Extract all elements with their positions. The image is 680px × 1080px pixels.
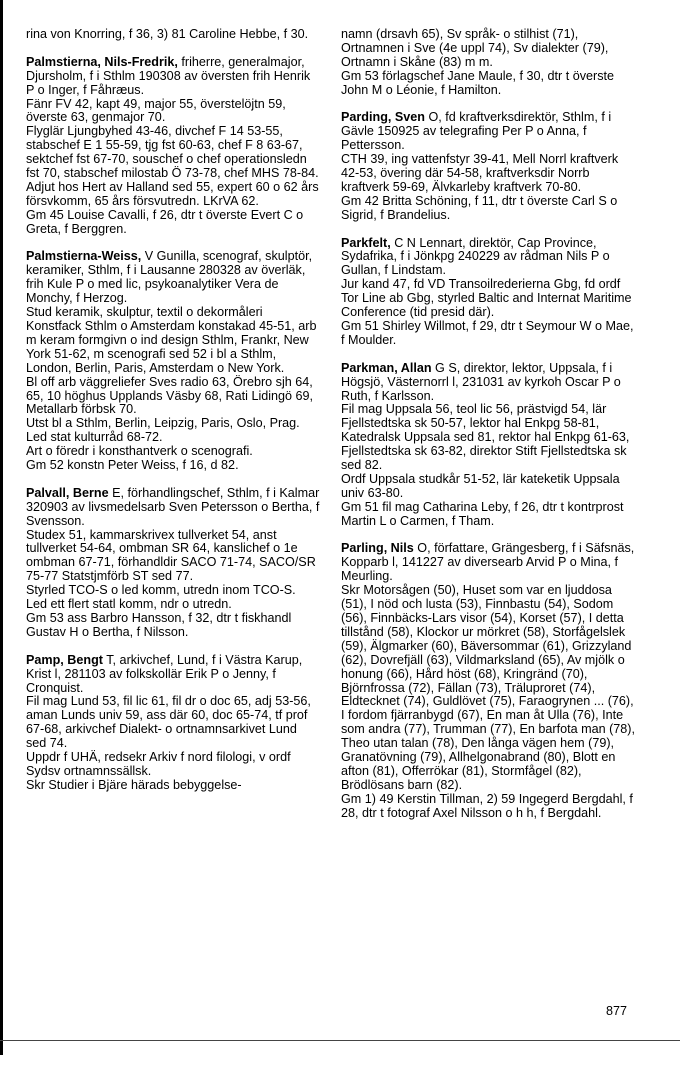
entry-name: Palmstierna-Weiss, xyxy=(26,249,142,264)
entry-line xyxy=(26,98,320,126)
page-number: 877 xyxy=(606,1004,628,1018)
entry-line xyxy=(26,459,320,473)
entry-line xyxy=(26,125,320,181)
entry-line xyxy=(26,306,320,376)
entry-text: Uppdr f UHÄ, redsekr Arkiv f nord filologi, v ordf Sydsv ortnamnssällsk. xyxy=(26,750,291,778)
entry-name: Pamp, Bengt xyxy=(26,652,103,667)
biography-entry xyxy=(26,487,320,640)
entry-text: Stud keramik, skulptur, textil o dekormåleri Konstfack Sthlm o Amsterdam konstakad 45-51, arb m keram formgivn o ind design Sthlm, Frankr, New York 51-62, m scenografi sed 52 i bl a Sthlm, London, Berlin, Paris, Amsterdam o New York. xyxy=(26,305,317,375)
entry-line xyxy=(26,598,320,612)
entry-line xyxy=(341,70,637,98)
entry-text: G S, direktor, lektor, Uppsala, f i Högsjö, Västernorrl l, 231031 av kyrkoh Oscar P o Ruth, f Karlsson. xyxy=(341,360,621,403)
entry-text: Bl off arb väggreliefer Sves radio 63, Örebro sjh 64, 65, 10 höghus Upplands Väsby 68, Rati Lidingö 69, Metallarb förbsk 70. xyxy=(26,374,314,417)
page-bottom-edge xyxy=(0,1040,680,1041)
left-column xyxy=(26,28,320,807)
entry-line xyxy=(341,111,637,153)
entry-line xyxy=(26,417,320,431)
entry-line xyxy=(26,751,320,779)
entry-line xyxy=(26,529,320,585)
entry-text: Fil mag Uppsala 56, teol lic 56, prästvigd 54, lär Fjellstedtska sk 50-57, lektor hal Enkpg 58-81, Katedralsk Uppsala sed 81, rektor hal Enkpg 61-63, Fjellstedtska sk 63-82, direktor Stift Fjellstedtska sk sed 82. xyxy=(341,402,630,473)
entry-text: Fänr FV 42, kapt 49, major 55, överstelöjtn 59, överste 63, genmajor 70. xyxy=(26,96,286,125)
entry-text: Art o föredr i konsthantverk o scenografi. xyxy=(26,444,253,459)
entry-line xyxy=(26,209,320,237)
entry-name: Parkman, Allan xyxy=(341,360,432,375)
entry-text: Gm 51 Shirley Willmot, f 29, dtr t Seymour W o Mae, f Moulder. xyxy=(341,319,634,347)
biography-entry xyxy=(341,28,637,98)
entry-text: Fil mag Lund 53, fil lic 61, fil dr o doc 65, adj 53-56, aman Lunds univ 59, ass där 60, doc 65-74, tf prof 67-68, arkivchef Dialekt- o ortnamnsarkivet Lund sed 74. xyxy=(26,694,311,751)
entry-line xyxy=(26,584,320,598)
entry-name: Palvall, Berne xyxy=(26,485,109,500)
entry-line xyxy=(26,487,320,529)
entry-text: Flyglär Ljungbyhed 43-46, divchef F 14 53-55, stabschef E 1 55-59, tjg fst 60-63, chef F 8 63-67, sektchef fst 67-70, souschef o chef operationsledn fst 70, stabschef milostab Ö 73-78, chef MHS 78-84. xyxy=(26,124,319,181)
entry-text: Utst bl a Sthlm, Berlin, Leipzig, Paris, Oslo, Prag. xyxy=(26,416,300,431)
entry-line xyxy=(26,376,320,418)
entry-text: CTH 39, ing vattenfstyr 39-41, Mell Norrl kraftverk 42-53, övering där 54-58, kraftverksdir Norrb kraftverk 59-69, Älvkarleby kraftverk 70-80. xyxy=(341,152,619,194)
entry-text: Led stat kulturråd 68-72. xyxy=(26,430,163,445)
page-binding-edge xyxy=(0,0,3,1055)
entry-line xyxy=(341,362,637,404)
entry-line xyxy=(26,431,320,445)
entry-line xyxy=(341,542,637,584)
entry-text: namn (drsavh 65), Sv språk- o stilhist (71), Ortnamnen i Sve (4e uppl 74), Sv dialekter (79), Ortnamn i Skåne (83) m m. xyxy=(341,27,609,69)
entry-text: Gm 42 Britta Schöning, f 11, dtr t överste Carl S o Sigrid, f Brandelius. xyxy=(341,193,618,222)
entry-text: Skr Studier i Bjäre härads bebyggelse- xyxy=(26,777,242,792)
entry-line xyxy=(26,779,320,793)
biography-entry xyxy=(26,654,320,793)
entry-text: rina von Knorring, f 36, 3) 81 Caroline Hebbe, f 30. xyxy=(26,27,309,41)
entry-text: Ordf Uppsala studkår 51-52, lär kateketik Uppsala univ 63-80. xyxy=(341,471,620,500)
entry-line xyxy=(26,56,320,98)
entry-line xyxy=(341,153,637,195)
entry-line xyxy=(341,237,637,279)
biography-entry xyxy=(341,542,637,820)
entry-text: T, arkivchef, Lund, f i Västra Karup, Krist l, 281103 av folkskollär Erik P o Jenny, f Cronquist. xyxy=(26,652,303,695)
entry-line xyxy=(341,584,637,793)
biography-entry xyxy=(341,362,637,529)
entry-name: Parkfelt, xyxy=(341,235,391,250)
entry-text: Gm 45 Louise Cavalli, f 26, dtr t överste Evert C o Greta, f Berggren. xyxy=(26,207,304,236)
entry-text: Skr Motorsågen (50), Huset som var en ljuddosa (51), I nöd och lusta (53), Finnbastu (54), Sodom (56), Finnbäcks-Lars visor (54), Korset (57), I detta tillstånd (58), Klockor ur mörkret (58), Storfågelslek (59), Älgmarker (60), Bäversommar (61), Grizzyland (62), Dovrefjäll (63), Vildmarksland (65), Av mjölk o honung (66), Hård höst (68), Kringränd (70), Björnfrossa (72), Fällan (73), Träluproret (74), Eldtecknet (74), Guldlövet (75), Faraogrynen ... (76), I fordom fjärranbygd (67), En man åt Ulla (76), Inte som andra (77), Trumman (77), En barfota man (78), Theo utan talan (78), Den långa vägen hem (79), Granatövning (79), Allhelgonabrand (80), Blott en afton (81), Offerrökar (81), Stormfågel (82), Brödlösans barn (82). xyxy=(341,583,635,792)
entry-line xyxy=(341,403,637,473)
entry-text: V Gunilla, scenograf, skulptör, keramiker, Sthlm, f i Lausanne 280328 av överläk, frih Kule P o med lic, psykoanalytiker Vera de Monchy, f Herzog. xyxy=(26,249,313,306)
entry-text: Studex 51, kammarskrivex tullverket 54, anst tullverket 54-64, ombman SR 64, kanslichef o 1e ombman 67-71, förhandldir SACO 71-74, SACO/SR 75-77 Statstjmförb ST sed 77. xyxy=(26,527,316,584)
entry-line xyxy=(26,445,320,459)
entry-line xyxy=(26,695,320,751)
entry-line xyxy=(341,320,637,348)
entry-line xyxy=(341,278,637,320)
biography-entry xyxy=(26,250,320,473)
entry-text: O, författare, Grängesberg, f i Säfsnäs, Kopparb l, 141227 av diversearb Arvid P o Mina, f Meurling. xyxy=(341,541,635,584)
entry-text: E, förhandlingschef, Sthlm, f i Kalmar 320903 av livsmedelsarb Sven Petersson o Bertha, f Svensson. xyxy=(26,485,320,528)
entry-name: Palmstierna, Nils-Fredrik, xyxy=(26,54,178,69)
entry-text: Gm 53 förlagschef Jane Maule, f 30, dtr t överste John M o Léonie, f Hamilton. xyxy=(341,68,614,97)
entry-text: Adjut hos Hert av Halland sed 55, expert 60 o 62 års försvkomm, 65 års försvutredn. LKrVA 62. xyxy=(26,179,319,208)
entry-line xyxy=(26,654,320,696)
entry-line xyxy=(341,28,637,70)
biography-entry xyxy=(341,237,637,348)
entry-text: Styrled TCO-S o led komm, utredn inom TCO-S. xyxy=(26,583,296,598)
biography-entry xyxy=(26,56,320,237)
entry-line xyxy=(26,181,320,209)
entry-line xyxy=(26,28,320,42)
entry-line xyxy=(341,195,637,223)
entry-line xyxy=(341,793,637,821)
entry-text: Gm 52 konstn Peter Weiss, f 16, d 82. xyxy=(26,458,239,473)
right-column xyxy=(341,28,637,834)
entry-text: Gm 51 fil mag Catharina Leby, f 26, dtr t kontrprost Martin L o Carmen, f Tham. xyxy=(341,499,624,528)
entry-text: Jur kand 47, fd VD Transoilrederierna Gbg, fd ordf Tor Line ab Gbg, styrled Baltic and Internat Maritime Conference (tid presid där). xyxy=(341,277,632,320)
entry-name: Parding, Sven xyxy=(341,110,425,125)
entry-text: C N Lennart, direktör, Cap Province, Sydafrika, f i Jönkpg 240229 av rådman Nils P o Gullan, f Lindstam. xyxy=(341,235,610,278)
entry-name: Parling, Nils xyxy=(341,541,414,556)
entry-line xyxy=(26,250,320,306)
entry-text: friherre, generalmajor, Djursholm, f i Sthlm 190308 av översten frih Henrik P o Inger, f Fåhræus. xyxy=(26,54,311,97)
entry-line xyxy=(341,501,637,529)
biography-entry xyxy=(341,111,637,222)
entry-text: Led ett flert statl komm, ndr o utredn. xyxy=(26,597,232,612)
entry-text: Gm 1) 49 Kerstin Tillman, 2) 59 Ingegerd Bergdahl, f 28, dtr t fotograf Axel Nilsson o h h, f Bergdahl. xyxy=(341,791,633,820)
biography-entry xyxy=(26,28,320,42)
entry-text: Gm 53 ass Barbro Hansson, f 32, dtr t fiskhandl Gustav H o Bertha, f Nilsson. xyxy=(26,611,292,639)
entry-line xyxy=(341,473,637,501)
entry-line xyxy=(26,612,320,640)
entry-text: O, fd kraftverksdirektör, Sthlm, f i Gävle 150925 av telegrafing Per P o Anna, f Pettersson. xyxy=(341,110,612,153)
